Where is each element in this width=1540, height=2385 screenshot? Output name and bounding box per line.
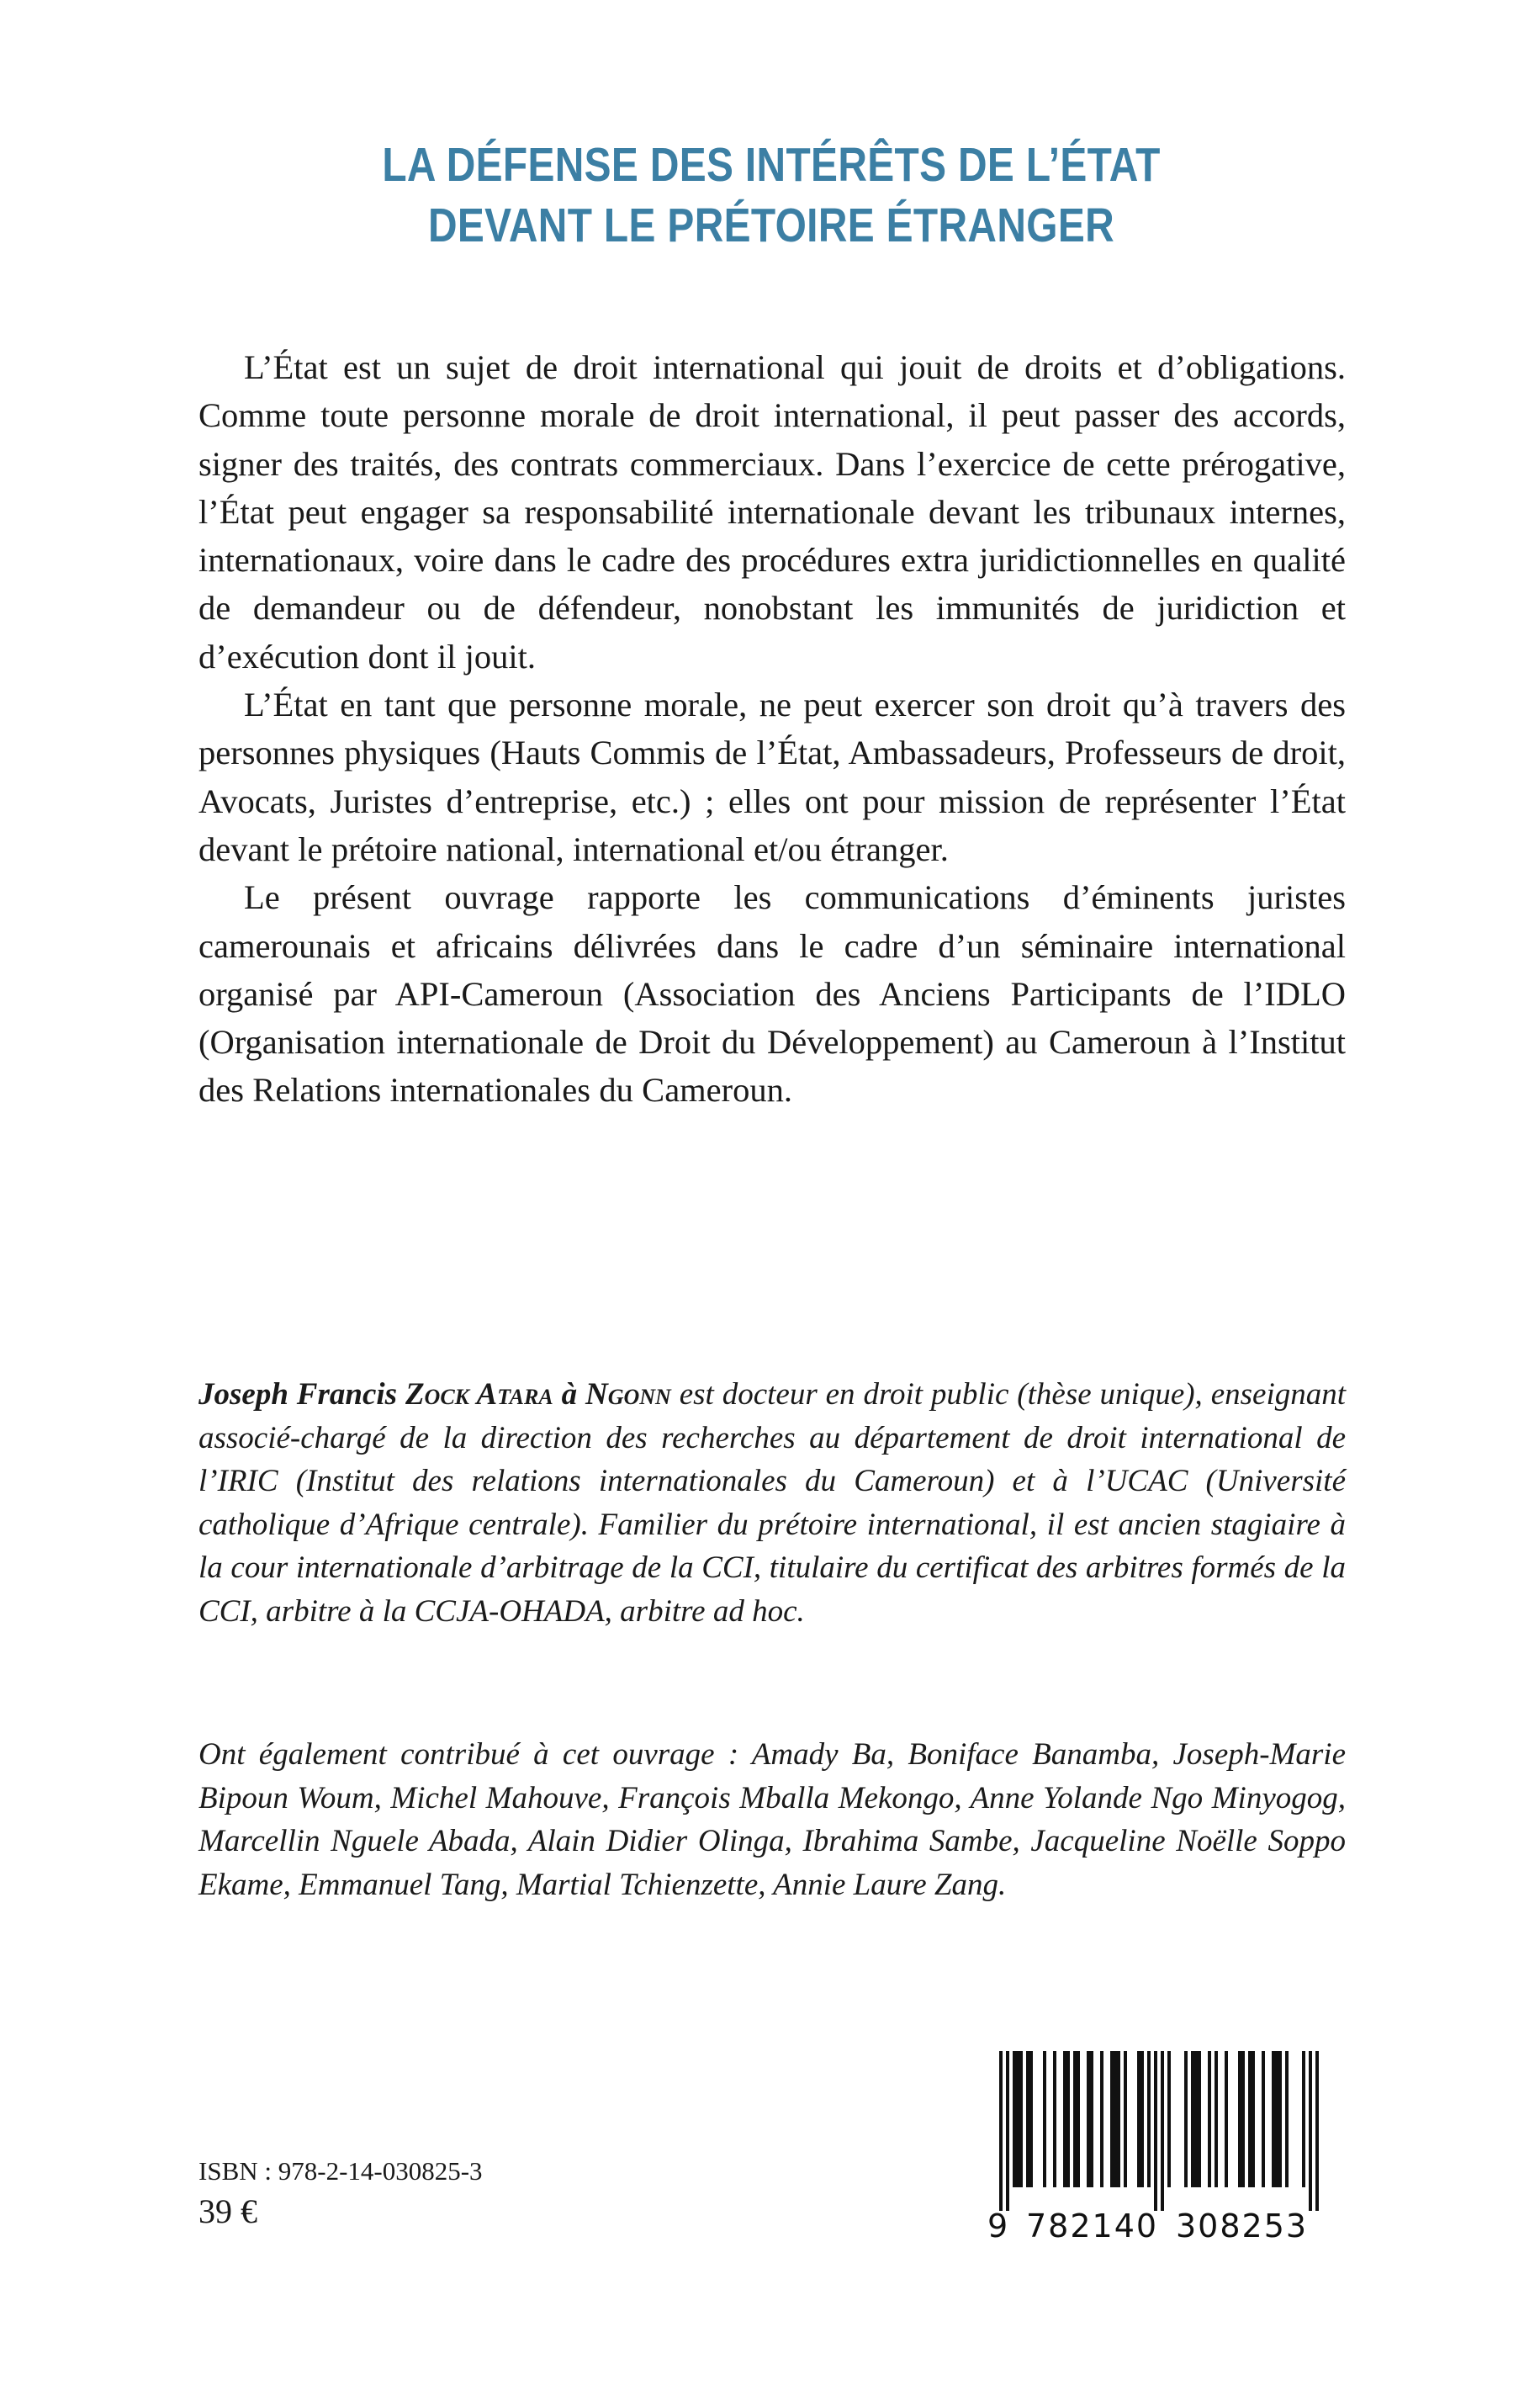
book-title: [198, 135, 1344, 256]
barcode-bar: [1248, 2051, 1255, 2187]
barcode-bar: [1272, 2051, 1282, 2187]
barcode-bar: [1302, 2051, 1305, 2187]
author-name-surname-1: Zock: [405, 1377, 470, 1412]
contributors-paragraph: Ont également contribué à cet ouvrage : Amady Ba, Boniface Banamba, Joseph-Marie Bipoun Woum, Michel Mahouve, François Mballa Mekongo, Anne Yolande Ngo Minyogog, Marcellin Nguele Abada, Alain Didier Olinga, Ibrahima Sambe, Jacqueline Noëlle Soppo Ekame, Emmanuel Tang, Martial Tchienzette, Annie Laure Zang.: [198, 1737, 1346, 1902]
barcode-bar: [1013, 2051, 1023, 2187]
blurb-paragraph-2: L’État en tant que personne morale, ne peut exercer son droit qu’à travers des personnes physiques (Hauts Commis de l’État, Ambassadeurs, Professeurs de droit, Avocats, Juristes d’entreprise, etc.) ; elles ont pour mission de représenter l’État devant le prétoire national, international et/ou étranger.: [198, 686, 1346, 868]
barcode-bar: [1167, 2051, 1171, 2187]
author-name-particle: à: [553, 1377, 585, 1412]
blurb-paragraph-3: Le présent ouvrage rapporte les communications d’éminents juristes camerounais et africains délivrées dans le cadre d’un séminaire international organisé par API-Cameroun (Association des Anciens Participants de l’IDLO (Organisation internationale de Droit du Développement) au Cameroun à l’Institut des Relations internationales du Cameroun.: [198, 878, 1346, 1110]
barcode-bar: [1215, 2051, 1218, 2187]
barcode-bar: [1161, 2051, 1164, 2211]
barcode-bar: [1063, 2051, 1070, 2187]
barcode-digits-left: 782140: [1026, 2207, 1159, 2245]
barcode-bar: [1137, 2051, 1144, 2187]
barcode-bar: [1053, 2051, 1056, 2187]
barcode-bar: [1225, 2051, 1228, 2187]
barcode-bar: [1100, 2051, 1103, 2187]
blurb-paragraph-1: L’État est un sujet de droit international qui jouit de droits et d’obligations. Comme toute personne morale de droit international, il peut passer des accords, signer des traités, des contrats commerciaux. Dans l’exercice de cette prérogative, l’État peut engager sa responsabilité internationale devant les tribunaux internes, internationaux, voire dans le cadre des procédures extra juridictionnelles en qualité de demandeur ou de défendeur, nonobstant les immunités de juridiction et d’exécution dont il jouit.: [198, 348, 1346, 676]
barcode-bar: [1073, 2051, 1080, 2187]
barcode-bar: [1026, 2051, 1033, 2187]
contributors-list: [198, 1733, 1346, 1906]
author-name-surname-2: Atara: [476, 1377, 553, 1412]
book-title-line-1: LA DÉFENSE DES INTÉRÊTS DE L’ÉTAT: [382, 138, 1161, 192]
price-text: 39 €: [198, 2192, 257, 2230]
author-name-surname-3: Ngonn: [585, 1377, 671, 1412]
barcode-bar: [1124, 2051, 1127, 2187]
barcode-bar: [999, 2051, 1003, 2211]
barcode-bar: [1147, 2051, 1151, 2187]
barcode-bar: [1043, 2051, 1046, 2187]
isbn-text: ISBN : 978-2-14-030825-3: [198, 2156, 483, 2186]
barcode-bars: [986, 2051, 1332, 2211]
barcode-bar: [1285, 2051, 1289, 2187]
author-biography: [198, 1373, 1346, 1633]
author-bio-paragraph: [198, 1373, 1346, 1633]
author-bio-body: est docteur en droit public (thèse unique), enseignant associé-chargé de la direction des recherches au département de droit international de l’IRIC (Institut des relations internationales du Cameroun) et à l’UCAC (Université catholique d’Afrique centrale). Familier du prétoire international, il est ancien stagiaire à la cour internationale d’arbitrage de la CCI, titulaire du certificat des arbitres formés de la CCI, arbitre à la CCJA-OHADA, arbitre ad hoc.: [198, 1377, 1347, 1629]
book-title-line-2: DEVANT LE PRÉTOIRE ÉTRANGER: [427, 199, 1115, 252]
barcode-bar: [1262, 2051, 1265, 2187]
barcode-bar: [1208, 2051, 1211, 2187]
barcode-bar: [1154, 2051, 1157, 2211]
barcode-bar: [1184, 2051, 1188, 2187]
blurb-text: [198, 343, 1346, 1115]
barcode-digits: [986, 2207, 1332, 2250]
barcode-bar: [1315, 2051, 1319, 2211]
author-name-given: Joseph Francis: [198, 1377, 405, 1412]
author-name-space-1: [469, 1377, 477, 1412]
barcode-bar: [1191, 2051, 1201, 2187]
barcode-bar: [1087, 2051, 1093, 2187]
ean13-barcode: [986, 2051, 1332, 2253]
barcode-bar: [1006, 2051, 1009, 2211]
isbn-and-price: [198, 2154, 787, 2233]
barcode-digits-right: 308253: [1176, 2207, 1309, 2245]
barcode-bar: [1309, 2051, 1312, 2211]
barcode-bar: [1110, 2051, 1120, 2187]
barcode-digit-lead: 9: [987, 2207, 1010, 2245]
barcode-bar: [1238, 2051, 1245, 2187]
